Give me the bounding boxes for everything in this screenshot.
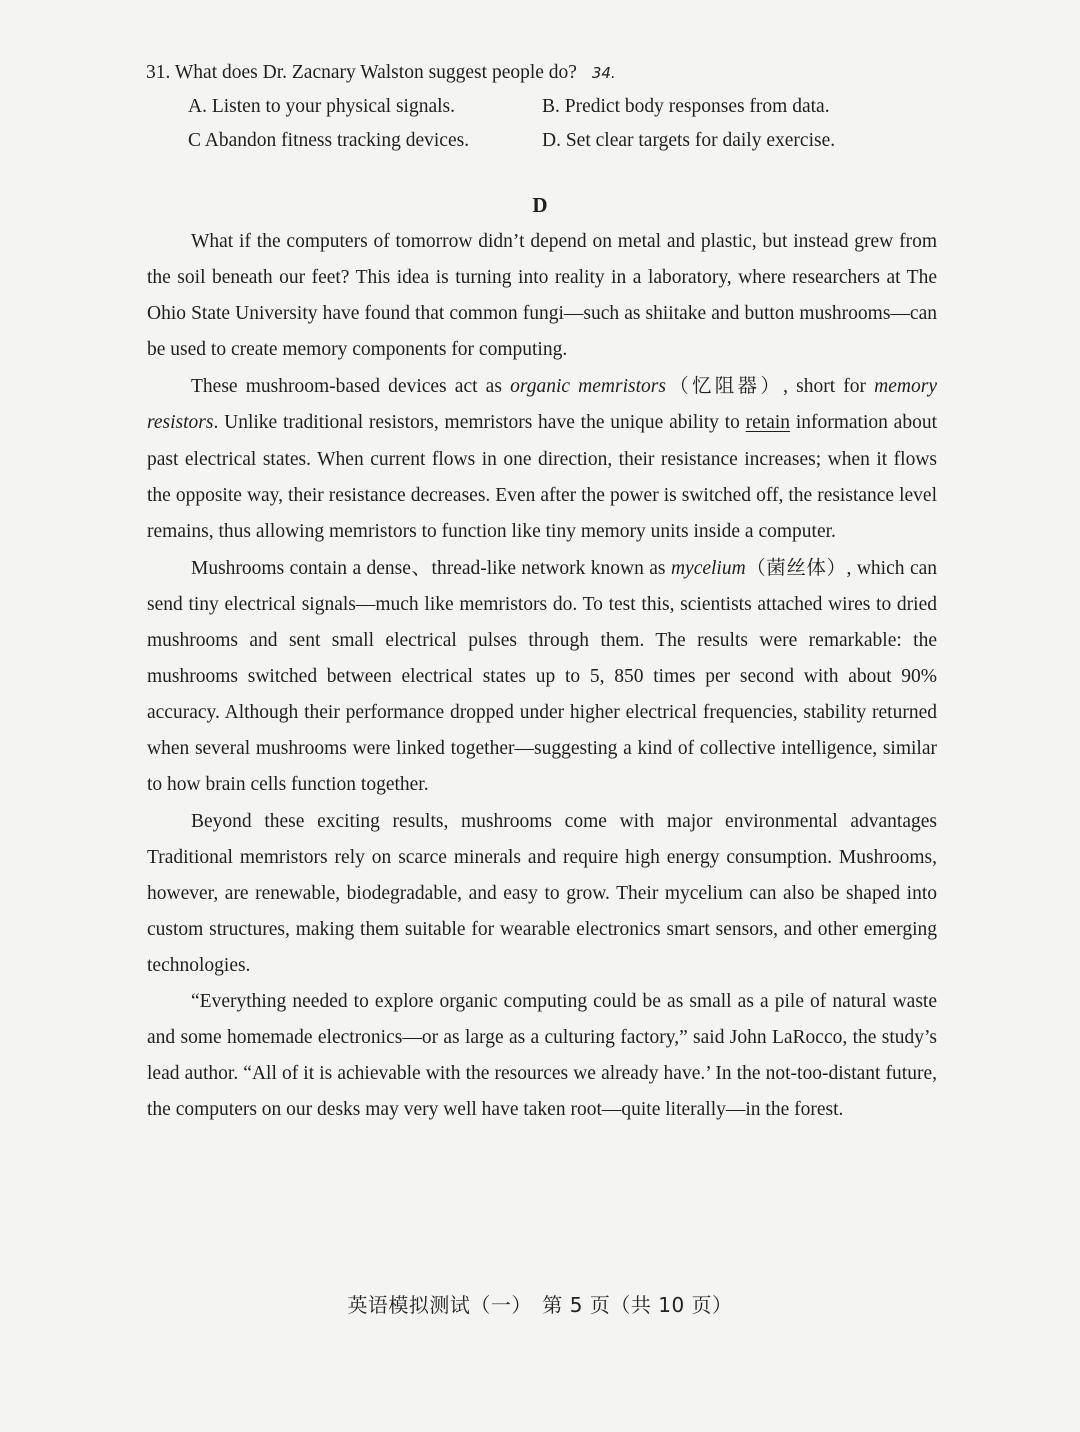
chinese-gloss-mycelium: （菌丝体） <box>745 555 847 579</box>
underlined-word-retain: retain <box>745 412 791 434</box>
options-row-2 <box>146 124 946 158</box>
term-memory-resistors: memory resistors <box>147 376 937 434</box>
reading-passage <box>147 224 937 1128</box>
paragraph-3-text-2: , which can send tiny electrical signals—much like memristors do. To test this, scientists attached wires to dried mushrooms and sent small electrical pulses through them. The results were remarkable: the mushrooms switched between electrical states up to 5, 850 times per second with about 90% accuracy. Although their performance dropped under higher electrical frequencies, stability returned when several mushrooms were linked together—suggesting a kind of collective intelligence, similar to how brain cells function together. <box>147 557 938 796</box>
question-number: 31. <box>146 62 171 83</box>
option-c[interactable]: C Abandon fitness tracking devices. <box>188 130 470 151</box>
option-a[interactable]: A. Listen to your physical signals. <box>188 96 456 117</box>
paragraph-2-text-3: . Unlike traditional resistors, memristors have the unique ability to <box>213 412 740 434</box>
term-mycelium: mycelium <box>670 557 746 579</box>
paragraph-2 <box>147 368 937 549</box>
paragraph-2-text-4: information about past electrical states. When current flows in one direction, their resistance increases; when it flows the opposite way, their resistance decreases. Even after the power is switched off, the resistance level remains, thus allowing memristors to function like tiny memory units inside a computer. <box>147 412 937 542</box>
paragraph-4: Beyond these exciting results, mushrooms come with major environmental advantages Traditional memristors rely on scarce minerals and require high energy consumption. Mushrooms, however, are renewable, biodegradable, and easy to grow. Their mycelium can also be shaped into custom structures, making them suitable for wearable electronics smart sensors, and other emerging technologies. <box>147 810 937 976</box>
question-stem-row <box>146 56 946 90</box>
chinese-gloss-memristor: （忆阻器） <box>665 374 784 398</box>
paragraph-3-text-1: Mushrooms contain a dense、thread-like network known as <box>191 557 666 579</box>
paragraph-5: “Everything needed to explore organic computing could be as small as a pile of natural waste and some homemade electronics—or as large as a culturing factory,” said John LaRocco, the study’s lead author. “All of it is achievable with the resources we already have.’ In the not-too-distant future, the computers on our desks may very well have taken root—quite literally—in the forest. <box>147 990 937 1121</box>
option-b[interactable]: B. Predict body responses from data. <box>542 96 830 117</box>
paragraph-2-text-2: , short for <box>783 376 867 398</box>
option-d[interactable]: D. Set clear targets for daily exercise. <box>542 130 836 151</box>
paragraph-1: What if the computers of tomorrow didn’t depend on metal and plastic, but instead grew from the soil beneath our feet? This idea is turning into reality in a laboratory, where researchers at The Ohio State University have found that common fungi—such as shiitake and button mushrooms—can be used to create memory components for computing. <box>147 231 937 361</box>
section-title: D <box>532 193 548 217</box>
question-31 <box>146 56 946 158</box>
options-row-1 <box>146 90 946 124</box>
term-organic-memristors: organic memristors <box>510 376 666 398</box>
paragraph-2-text-1: These mushroom-based devices act as <box>191 376 502 398</box>
handwritten-mark: 34. <box>591 64 616 82</box>
paragraph-3 <box>147 550 937 804</box>
question-text: What does Dr. Zacnary Walston suggest people do? <box>174 62 577 83</box>
page-footer: 英语模拟测试（一） 第 5 页（共 10 页） <box>347 1293 733 1317</box>
